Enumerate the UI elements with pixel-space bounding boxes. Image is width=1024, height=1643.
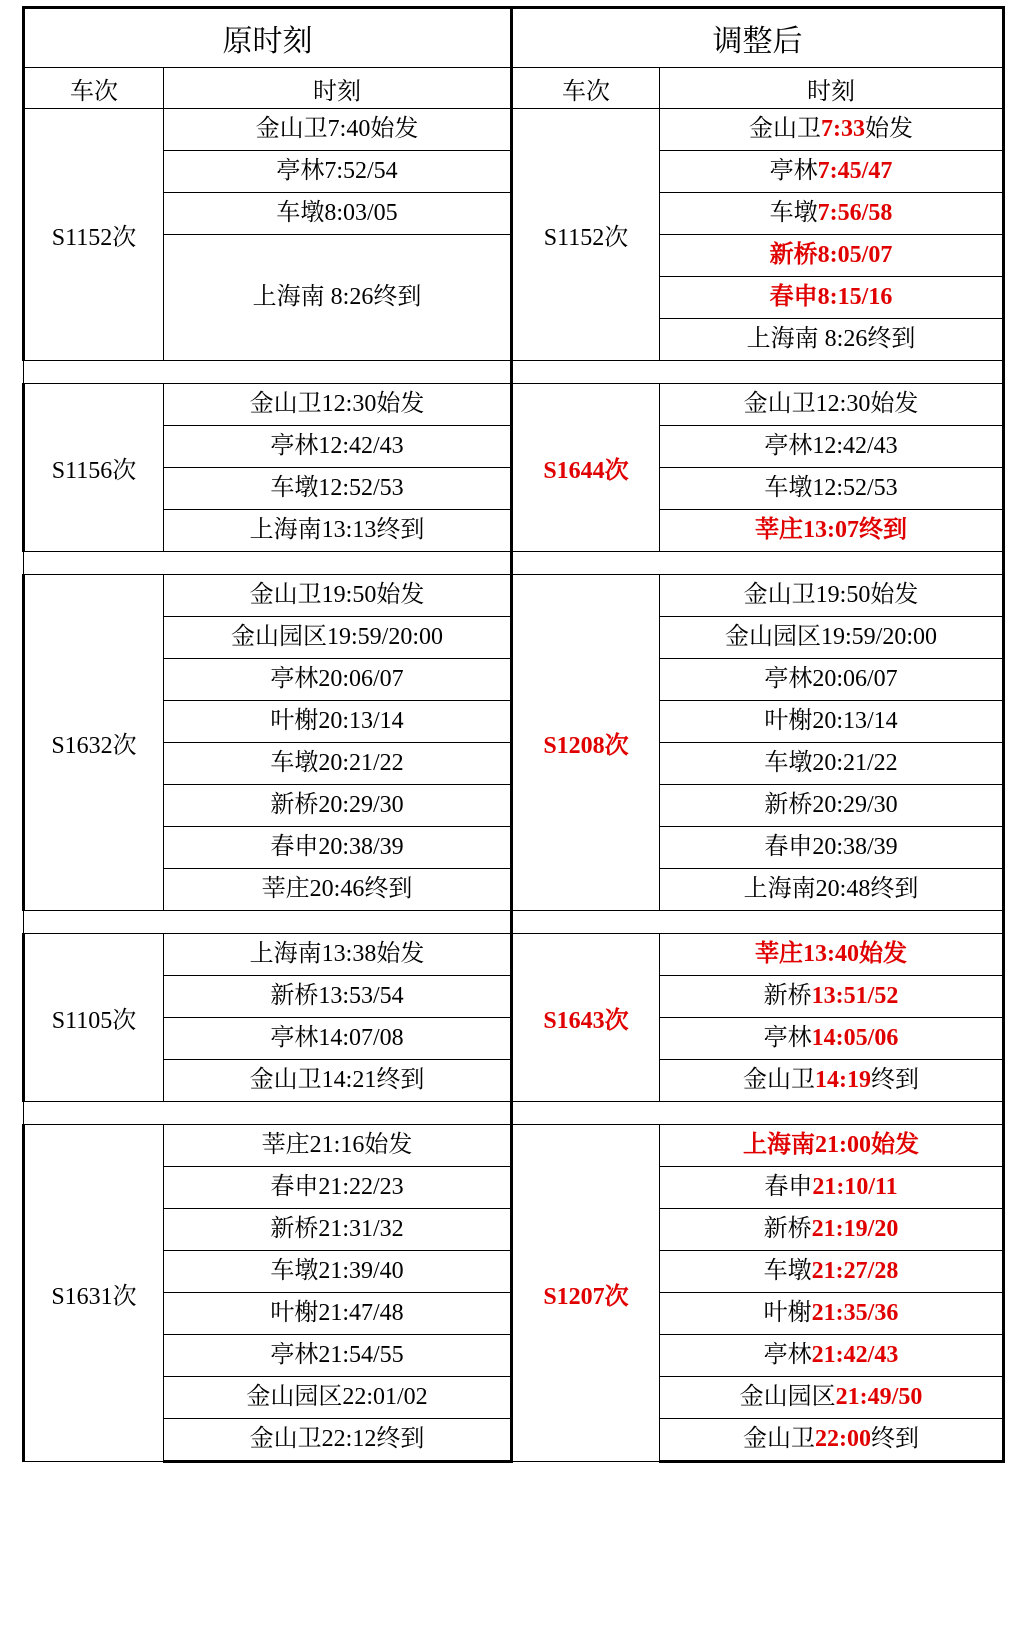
stop-cell: 金山卫12:30始发: [660, 384, 1004, 426]
stop-time-changed: 21:49/50: [835, 1384, 923, 1410]
table-row: [24, 109, 1004, 151]
stop-cell: 车墩21:39/40: [164, 1251, 512, 1293]
stop-cell: 车墩12:52/53: [660, 468, 1004, 510]
table-row: [24, 575, 1004, 617]
group-separator-right: [512, 911, 1004, 934]
stop-time-changed: 7:45/47: [817, 158, 893, 184]
stop-cell: 叶榭21:47/48: [164, 1293, 512, 1335]
stop-suffix: 终到: [870, 876, 919, 902]
stop-station: 金山卫: [749, 116, 821, 142]
stop-cell: 金山卫19:50始发: [164, 575, 512, 617]
stop-cell: [660, 277, 1004, 319]
stop-cell: 金山卫19:50始发: [660, 575, 1004, 617]
table-row: [24, 934, 1004, 976]
stop-cell: 上海南 8:26终到: [660, 319, 1004, 361]
stop-cell: 金山卫14:21终到: [164, 1060, 512, 1102]
stop-cell: 车墩12:52/53: [164, 468, 512, 510]
stop-suffix: 终到: [871, 1426, 919, 1452]
stop-text-changed: 春申8:15/16: [769, 284, 893, 310]
stop-time-changed: 7:56/58: [817, 200, 893, 226]
stop-cell: 车墩20:21/22: [660, 743, 1004, 785]
stop-cell: [660, 193, 1004, 235]
stop-cell: 叶榭20:13/14: [164, 701, 512, 743]
stop-cell: 上海南13:38始发: [164, 934, 512, 976]
stop-suffix: 始发: [865, 116, 913, 142]
train-number-original: S1152次: [24, 109, 164, 361]
table-header-main: [24, 8, 1004, 68]
stop-station: 金山卫: [743, 1426, 815, 1452]
header-original-title: 原时刻: [24, 8, 512, 68]
stop-time-changed: 21:42/43: [811, 1342, 899, 1368]
stop-cell: [660, 1377, 1004, 1419]
stop-cell: [660, 1018, 1004, 1060]
stop-cell: 上海南 8:26终到: [164, 235, 512, 361]
train-number-original: S1631次: [24, 1125, 164, 1462]
stop-cell: 亭林7:52/54: [164, 151, 512, 193]
stop-cell: 亭林12:42/43: [164, 426, 512, 468]
stop-cell: 金山卫7:40始发: [164, 109, 512, 151]
table-header-sub: [24, 68, 1004, 109]
stop-cell: 车墩20:21/22: [164, 743, 512, 785]
stop-cell: 金山卫12:30始发: [164, 384, 512, 426]
stop-cell: 金山园区19:59/20:00: [660, 617, 1004, 659]
stop-time-changed: 21:27/28: [811, 1258, 899, 1284]
stop-cell: [660, 976, 1004, 1018]
stop-cell: 金山园区22:01/02: [164, 1377, 512, 1419]
stop-station: 亭林: [763, 1025, 812, 1051]
group-separator-left: [24, 911, 512, 934]
stop-cell: 新桥20:29/30: [660, 785, 1004, 827]
stop-cell: 莘庄20:46终到: [164, 869, 512, 911]
stop-text-changed: 莘庄13:07终到: [755, 517, 907, 543]
table-row: [24, 1125, 1004, 1167]
stop-time-changed: 21:10/11: [812, 1174, 898, 1200]
stop-cell: 莘庄21:16始发: [164, 1125, 512, 1167]
stop-cell: 春申20:38/39: [164, 827, 512, 869]
stop-station: 金山园区: [739, 1384, 836, 1410]
train-number-original: S1105次: [24, 934, 164, 1102]
stop-station: 春申: [764, 1174, 813, 1200]
stop-cell: 亭林21:54/55: [164, 1335, 512, 1377]
stop-time-changed: 13:51/52: [811, 983, 899, 1009]
stop-text-changed: 新桥8:05/07: [769, 242, 893, 268]
schedule-body: [24, 109, 1004, 1462]
stop-station: 金山卫: [743, 1067, 815, 1093]
train-number-original: S1632次: [24, 575, 164, 911]
stop-cell: 新桥13:53/54: [164, 976, 512, 1018]
stop-cell: [660, 1335, 1004, 1377]
train-number-adjusted: S1644次: [512, 384, 660, 552]
stop-station: 车墩: [769, 200, 818, 226]
stop-text-changed: 上海南21:00始发: [743, 1132, 919, 1158]
train-number-original: S1156次: [24, 384, 164, 552]
train-number-adjusted: S1208次: [512, 575, 660, 911]
stop-time-changed: 21:19/20: [811, 1216, 899, 1242]
stop-cell: [660, 1125, 1004, 1167]
stop-cell: [660, 1060, 1004, 1102]
stop-time-changed: 14:05/06: [811, 1025, 899, 1051]
stop-cell: [660, 1251, 1004, 1293]
stop-text-changed: 莘庄13:40始发: [755, 941, 907, 967]
stop-cell: 上海南13:13终到: [164, 510, 512, 552]
stop-cell: [660, 109, 1004, 151]
group-separator: [24, 911, 1004, 934]
stop-station: 新桥: [763, 1216, 812, 1242]
train-number-adjusted: S1643次: [512, 934, 660, 1102]
stop-station: 叶榭: [763, 1300, 812, 1326]
group-separator-left: [24, 361, 512, 384]
stop-cell: 亭林20:06/07: [164, 659, 512, 701]
stop-cell: [660, 1209, 1004, 1251]
group-separator: [24, 1102, 1004, 1125]
stop-cell: [660, 869, 1004, 911]
stop-cell: [660, 510, 1004, 552]
stop-cell: 车墩8:03/05: [164, 193, 512, 235]
group-separator: [24, 552, 1004, 575]
group-separator-left: [24, 552, 512, 575]
stop-cell: 叶榭20:13/14: [660, 701, 1004, 743]
header-col-train-adjusted: 车次: [512, 68, 660, 109]
stop-station: 车墩: [763, 1258, 812, 1284]
stop-cell: [660, 1419, 1004, 1462]
stop-cell: 春申20:38/39: [660, 827, 1004, 869]
stop-cell: 金山园区19:59/20:00: [164, 617, 512, 659]
stop-cell: 亭林14:07/08: [164, 1018, 512, 1060]
group-separator-left: [24, 1102, 512, 1125]
stop-cell: [660, 151, 1004, 193]
schedule-table: [22, 6, 1005, 1463]
stop-cell: 新桥21:31/32: [164, 1209, 512, 1251]
header-col-time-original: 时刻: [164, 68, 512, 109]
stop-station: 亭林: [763, 1342, 812, 1368]
stop-cell: 春申21:22/23: [164, 1167, 512, 1209]
stop-suffix: 终到: [871, 1067, 919, 1093]
group-separator-right: [512, 552, 1004, 575]
train-number-adjusted: S1152次: [512, 109, 660, 361]
stop-cell: [660, 934, 1004, 976]
group-separator-right: [512, 361, 1004, 384]
stop-cell: 金山卫22:12终到: [164, 1419, 512, 1462]
header-col-train-original: 车次: [24, 68, 164, 109]
stop-time-changed: 7:33: [821, 116, 865, 142]
stop-cell: [660, 1167, 1004, 1209]
stop-station: 亭林: [769, 158, 818, 184]
table-row: [24, 384, 1004, 426]
stop-cell: 亭林12:42/43: [660, 426, 1004, 468]
group-separator-right: [512, 1102, 1004, 1125]
stop-station: 新桥: [763, 983, 812, 1009]
stop-cell: 新桥20:29/30: [164, 785, 512, 827]
stop-cell: [660, 1293, 1004, 1335]
stop-time-changed: 21:35/36: [811, 1300, 899, 1326]
stop-cell: 亭林20:06/07: [660, 659, 1004, 701]
stop-cell: [660, 235, 1004, 277]
group-separator: [24, 361, 1004, 384]
stop-time-changed: 22:00: [815, 1426, 871, 1452]
stop-time-changed: 14:19: [815, 1067, 871, 1093]
header-col-time-adjusted: 时刻: [660, 68, 1004, 109]
train-number-adjusted: S1207次: [512, 1125, 660, 1462]
stop-station: 上海南20:48: [743, 876, 871, 902]
header-adjusted-title: 调整后: [512, 8, 1004, 68]
